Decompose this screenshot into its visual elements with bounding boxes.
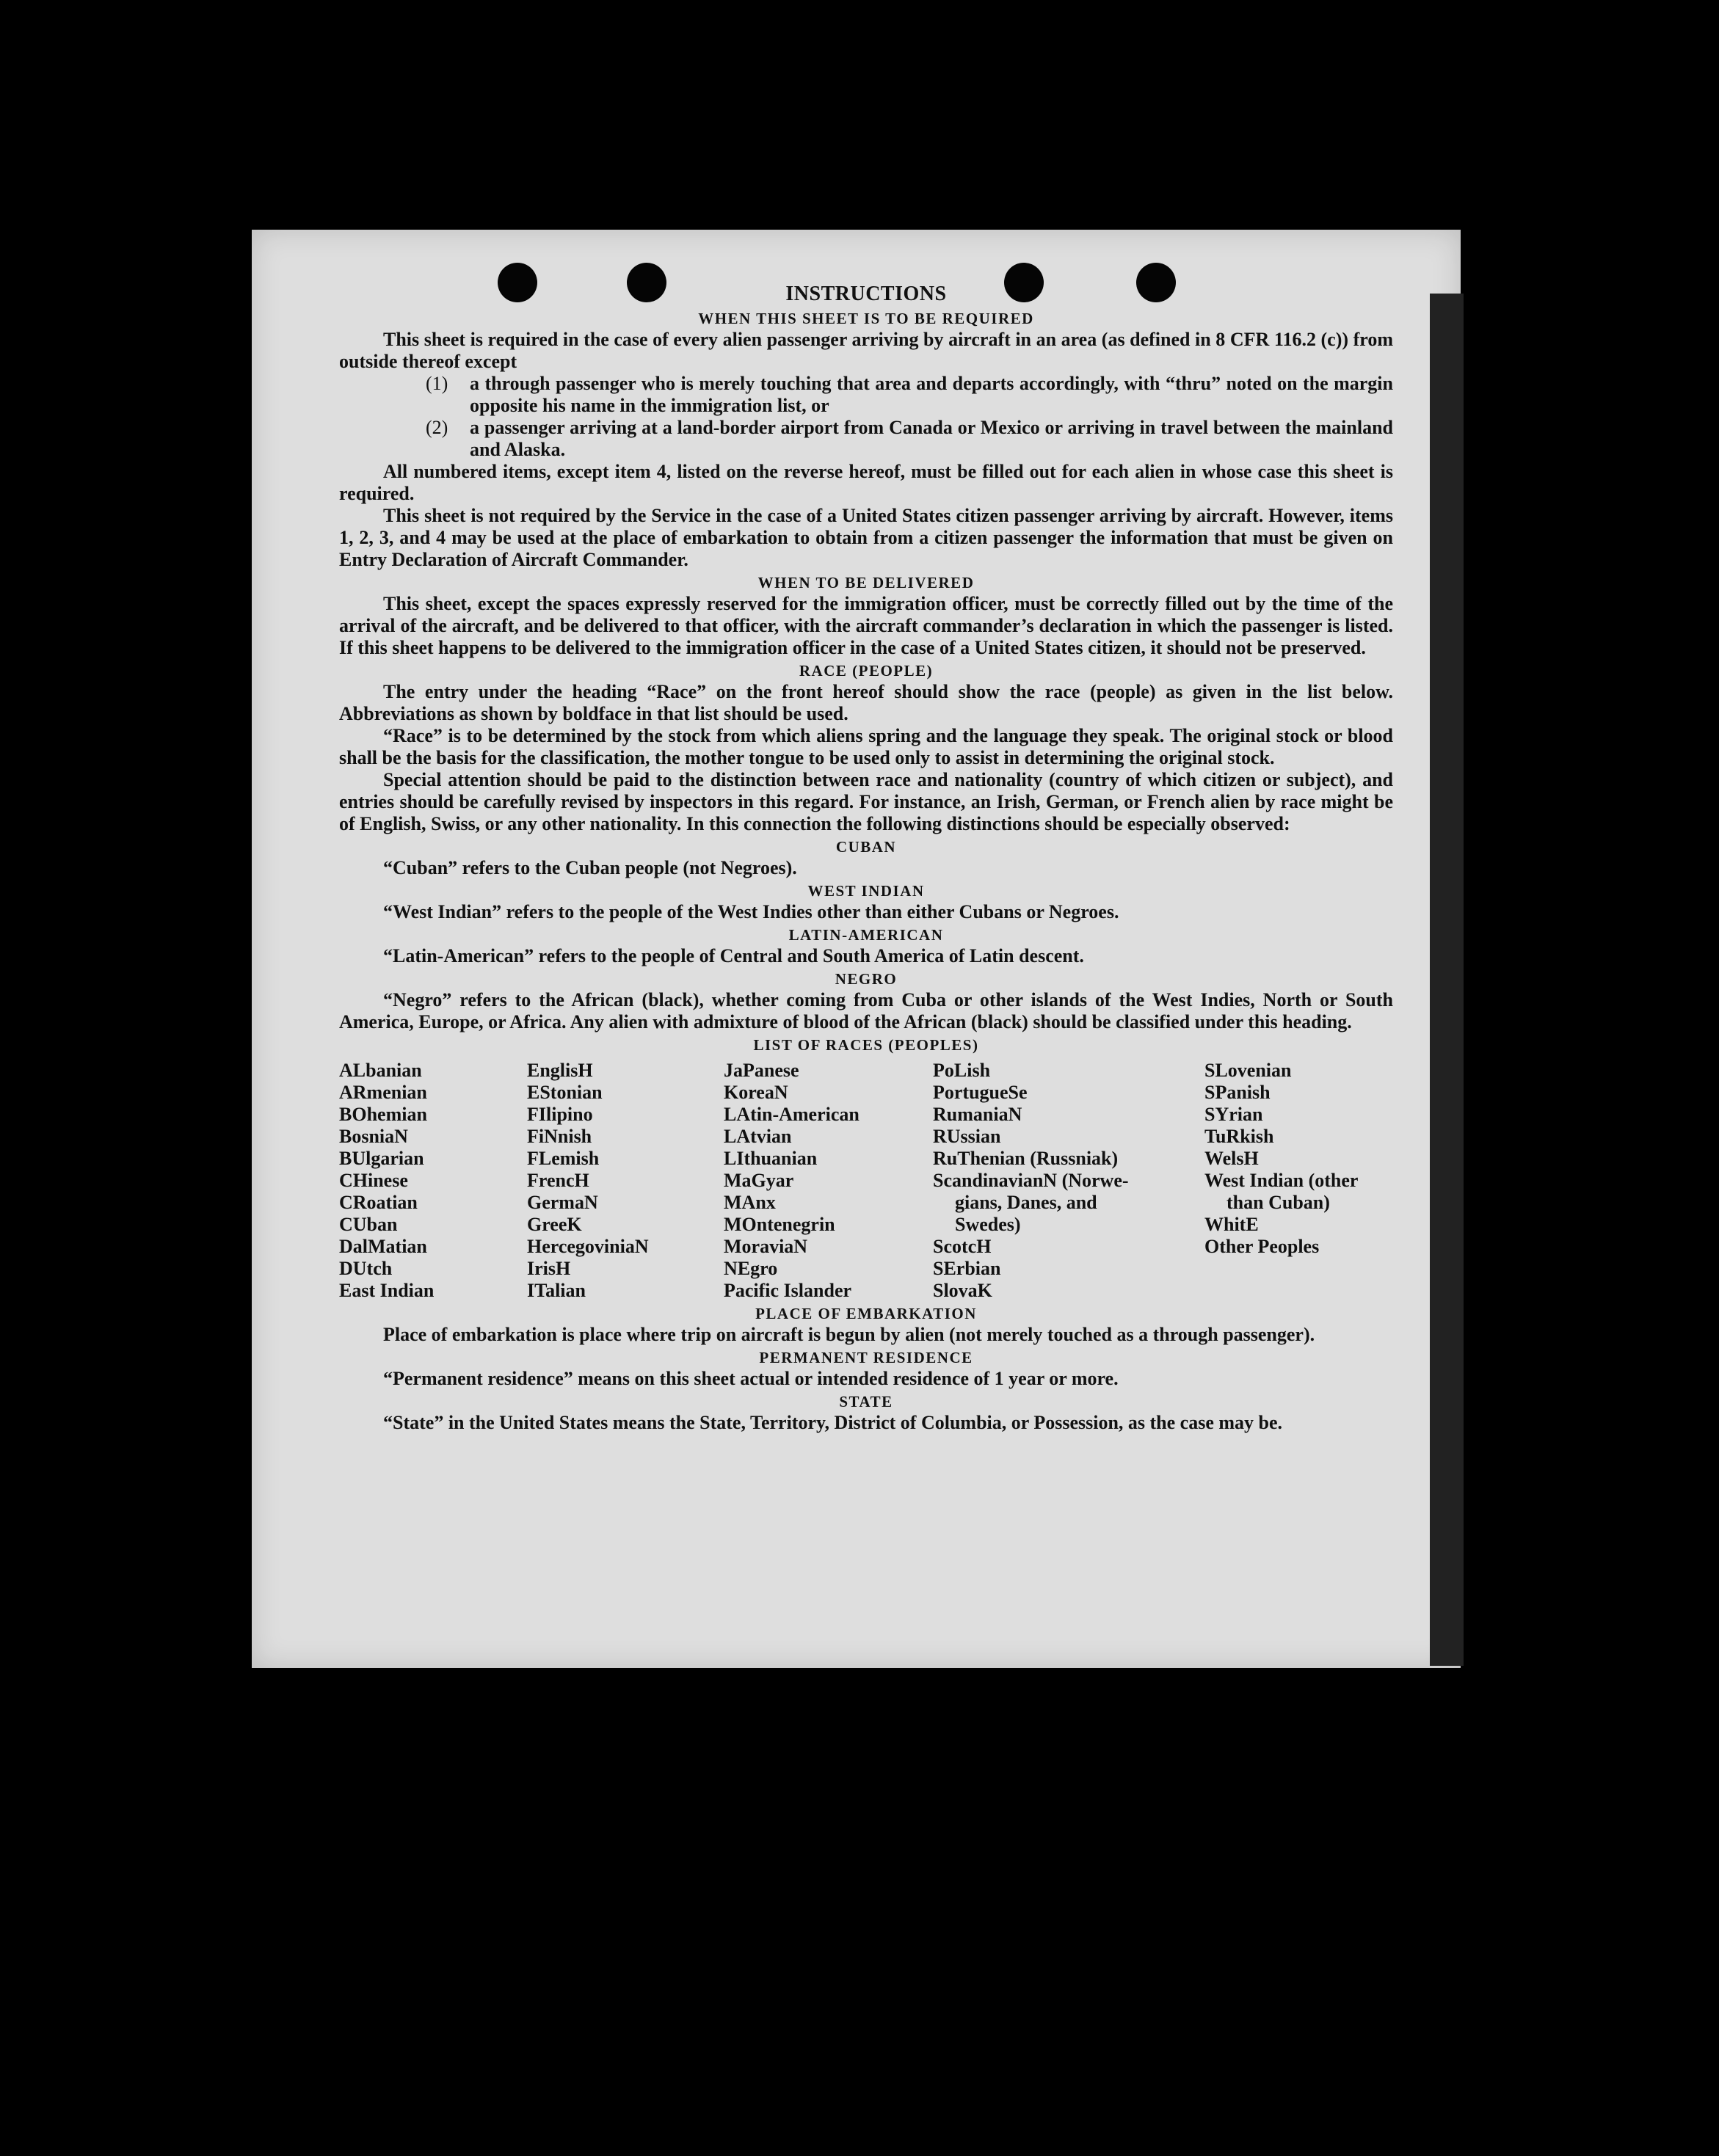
race-entry: JaPanese (724, 1060, 799, 1081)
race-entry: Other Peoples (1204, 1236, 1320, 1257)
paragraph: “Negro” refers to the African (black), whether coming from Cuba or other islands of the West Indies, North or South America, Europe, or Africa. Any alien with admixture of blood of the African (black) should be classified under this heading. (339, 989, 1393, 1033)
races-column (724, 1060, 933, 1302)
race-entry: EnglisH (527, 1060, 593, 1081)
race-entry: MaGyar (724, 1170, 794, 1191)
paragraph: This sheet is required in the case of every alien passenger arriving by aircraft in an area (as defined in 8 CFR 116.2 (c)) from outside thereof except (339, 329, 1393, 372)
race-entry: BUlgarian (339, 1148, 424, 1169)
race-entry: LIthuanian (724, 1148, 818, 1169)
race-entry: WelsH (1204, 1148, 1259, 1169)
section-heading: RACE (PEOPLE) (799, 662, 934, 680)
race-entry: than Cuban) (1226, 1192, 1330, 1213)
subsection-heading: NEGRO (835, 970, 898, 988)
race-entry: CUban (339, 1214, 398, 1235)
paragraph: “West Indian” refers to the people of the West Indies other than either Cubans or Negroes. (383, 901, 1119, 922)
subsection-heading: CUBAN (835, 838, 897, 856)
race-entry: CHinese (339, 1170, 408, 1191)
subsection-heading: LATIN-AMERICAN (788, 926, 944, 944)
race-entry: MAnx (724, 1192, 776, 1213)
race-entry: East Indian (339, 1280, 435, 1301)
race-entry: KoreaN (724, 1082, 788, 1103)
race-entry: FLemish (527, 1148, 600, 1169)
section-heading: LIST OF RACES (PEOPLES) (753, 1036, 979, 1054)
race-entry: SErbian (933, 1258, 1001, 1279)
page-title: INSTRUCTIONS (785, 283, 947, 305)
races-column (933, 1060, 1204, 1302)
race-entry: West Indian (other (1204, 1170, 1359, 1191)
race-entry: gians, Danes, and (955, 1192, 1097, 1213)
race-entry: MOntenegrin (724, 1214, 835, 1235)
paragraph: The entry under the heading “Race” on the front hereof should show the race (people) as given in the list below. Abbreviations as shown by boldface in that list should be used. (339, 681, 1393, 724)
paragraph: This sheet, except the spaces expressly reserved for the immigration officer, must be correctly filled out by the time of the arrival of the aircraft, and be delivered to that officer, with the aircraft commander’s declaration in which the passenger is listed. If this sheet happens to be delivered to the immigration officer in the case of a United States citizen, it should not be preserved. (339, 593, 1393, 658)
races-column (527, 1060, 724, 1302)
race-entry: NEgro (724, 1258, 778, 1279)
race-entry: FrencH (527, 1170, 589, 1191)
instructions-content (339, 282, 1393, 1434)
race-entry: Swedes) (955, 1214, 1021, 1235)
paragraph: “Permanent residence” means on this sheet actual or intended residence of 1 year or more. (383, 1368, 1119, 1389)
item-number: (2) (426, 417, 448, 438)
race-entry: ScandinavianN (Norwe- (933, 1170, 1129, 1191)
race-entry: SlovaK (933, 1280, 992, 1301)
paragraph: “Race” is to be determined by the stock from which aliens spring and the language they speak. The original stock or blood shall be the basis for the classification, the mother tongue to be used only to assist in determining the original stock. (339, 725, 1393, 768)
race-entry: SLovenian (1204, 1060, 1292, 1081)
race-entry: HercegoviniaN (527, 1236, 649, 1257)
paragraph: “State” in the United States means the State, Territory, District of Columbia, or Possession, as the case may be. (383, 1412, 1283, 1433)
race-entry: LAtin-American (724, 1104, 859, 1125)
race-entry: DUtch (339, 1258, 393, 1279)
race-entry: LAtvian (724, 1126, 792, 1147)
paragraph: This sheet is not required by the Service in the case of a United States citizen passenger arriving by aircraft. However, items 1, 2, 3, and 4 may be used at the place of embarkation to obtain from a citizen passenger the information that must be given on Entry Declaration of Aircraft Commander. (339, 505, 1393, 570)
race-entry: ITalian (527, 1280, 586, 1301)
item-text: a through passenger who is merely touching that area and departs accordingly, with “thru” noted on the margin opposite his name in the immigration list, or (470, 373, 1393, 416)
list-item (426, 373, 1393, 417)
race-entry: CRoatian (339, 1192, 418, 1213)
race-entry: BosniaN (339, 1126, 408, 1147)
race-entry: MoraviaN (724, 1236, 808, 1257)
subsection-heading: WEST INDIAN (807, 882, 925, 900)
race-entry: BOhemian (339, 1104, 427, 1125)
race-entry: DalMatian (339, 1236, 427, 1257)
item-number: (1) (426, 373, 448, 394)
race-entry: PoLish (933, 1060, 991, 1081)
race-entry: Pacific Islander (724, 1280, 852, 1301)
sheet-edge-shadow (1430, 294, 1464, 1666)
paragraph: “Cuban” refers to the Cuban people (not Negroes). (383, 857, 797, 878)
section-heading: WHEN THIS SHEET IS TO BE REQUIRED (698, 310, 1034, 327)
races-table (339, 1060, 1393, 1302)
race-entry: GreeK (527, 1214, 582, 1235)
race-entry: SPanish (1204, 1082, 1271, 1103)
paragraph: “Latin-American” refers to the people of Central and South America of Latin descent. (383, 945, 1084, 966)
race-entry: SYrian (1204, 1104, 1263, 1125)
race-entry: FiNnish (527, 1126, 592, 1147)
race-entry: GermaN (527, 1192, 598, 1213)
section-heading: PLACE OF EMBARKATION (755, 1305, 977, 1322)
paragraph: Place of embarkation is place where trip on aircraft is begun by alien (not merely touched as a through passenger). (383, 1324, 1315, 1345)
item-text: a passenger arriving at a land-border airport from Canada or Mexico or arriving in travel between the mainland and Alaska. (470, 417, 1393, 460)
races-column (1204, 1060, 1393, 1302)
section-heading: STATE (839, 1393, 893, 1410)
race-entry: FIlipino (527, 1104, 593, 1125)
paragraph: Special attention should be paid to the distinction between race and nationality (country of which citizen or subject), and entries should be carefully revised by inspectors in this regard. For instance, an Irish, German, or French alien by race might be of English, Swiss, or any other nationality. In this connection the following distinctions should be especially observed: (339, 769, 1393, 834)
race-entry: IrisH (527, 1258, 571, 1279)
race-entry: EStonian (527, 1082, 603, 1103)
races-column (339, 1060, 527, 1302)
race-entry: TuRkish (1204, 1126, 1274, 1147)
race-entry: WhitE (1204, 1214, 1259, 1235)
section-heading: WHEN TO BE DELIVERED (757, 574, 975, 591)
list-item (426, 417, 1393, 461)
section-heading: PERMANENT RESIDENCE (759, 1349, 973, 1366)
paragraph: All numbered items, except item 4, listed on the reverse hereof, must be filled out for each alien in whose case this sheet is required. (339, 461, 1393, 504)
race-entry: ALbanian (339, 1060, 422, 1081)
race-entry: RuThenian (Russniak) (933, 1148, 1119, 1169)
race-entry: ARmenian (339, 1082, 427, 1103)
race-entry: ScotcH (933, 1236, 992, 1257)
race-entry: PortugueSe (933, 1082, 1028, 1103)
race-entry: RumaniaN (933, 1104, 1022, 1125)
race-entry: RUssian (933, 1126, 1001, 1147)
